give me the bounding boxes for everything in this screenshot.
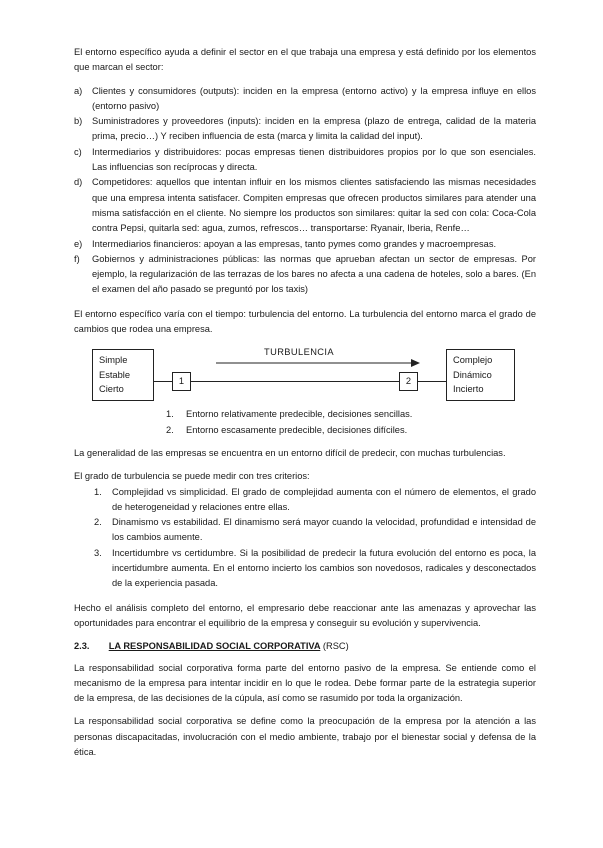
analysis-paragraph: Hecho el análisis completo del entorno, el empresario debe reaccionar ante las amenazas y aprovechar las oportunidades para encontrar el equilibrio de la empresa y conseguir su evolución y supervivencia. xyxy=(74,602,536,628)
document-page xyxy=(74,45,536,760)
generality-paragraph: La generalidad de las empresas se encuentra en un entorno difícil de predecir, con muchas turbulencias. xyxy=(74,447,506,458)
list-item: e) Intermediarios financieros: apoyan a las empresas, tanto pymes como grandes y macroempresas. xyxy=(74,238,497,249)
list-item: d) Competidores: aquellos que intentan influir en los mismos clientes satisfaciendo las mismas necesidades que una empresa intenta satisfacer. Compiten empresas que ofrecen productos similares para atender una misma satisfacción en el cliente. No siempre los productos son similares: quitar la sed con cola: Coca-Cola contra Pepsi, quitarla sed: agua, zumos, refrescos… transportarse: Ryanair, Iberia, Renfe… xyxy=(74,177,536,234)
list-item: 2. Dinamismo vs estabilidad. El dinamismo será mayor cuando la velocidad, profundidad e intensidad de los cambios aumente. xyxy=(94,517,536,543)
rsc-paragraph-1: La responsabilidad social corporativa forma parte del entorno pasivo de la empresa. Se entiende como el mecanismo de la empresa para intentar incidir en lo que le rodea. Debe formar parte de la estrategia superior de la empresa, de las decisiones de la cúpula, así como se rasumido por toda la organización. xyxy=(74,662,536,704)
states-list xyxy=(74,407,536,438)
sector-elements-list xyxy=(74,84,536,298)
criteria-intro: El grado de turbulencia se puede medir con tres criterios: xyxy=(74,471,310,482)
turbulence-paragraph: El entorno específico varía con el tiempo: turbulencia del entorno. La turbulencia del entorno marca el grado de cambios que rodea una empresa. xyxy=(74,308,536,335)
list-item: f) Gobiernos y administraciones públicas: las normas que aprueban afectan un sector de empresas. Por ejemplo, la regularización de las terrazas de los bares no afecta a una cadena de hoteles, solo a bares. (En el examen del año pasado se preguntó por los taxis) xyxy=(74,253,536,295)
list-item: b) Suministradores y proveedores (inputs): inciden en la empresa (plazo de entrega, calidad de la materia prima, precio…) Y reciben influencia de esta (marca y limita la calidad del input). xyxy=(74,116,536,142)
connector-line xyxy=(154,381,172,382)
list-item: c) Intermediarios y distribuidores: pocas empresas tienen distribuidores propios por lo que son esenciales. Las influencias son recíprocas y directa. xyxy=(74,146,536,173)
rsc-paragraph-2: La responsabilidad social corporativa se define como la preocupación de la empresa por la atención a las personas discapacitadas, involucración con el medio ambiente, trabajo por el bienestar social y defensa de la ética. xyxy=(74,716,536,757)
section-suffix: (RSC) xyxy=(322,641,349,652)
connector-line xyxy=(191,381,399,382)
simple-state-box: Simple Estable Cierto xyxy=(92,349,154,401)
node-1: 1 xyxy=(172,372,191,391)
section-title: LA RESPONSABILIDAD SOCIAL CORPORATIVA xyxy=(108,641,321,652)
intro-paragraph: El entorno específico ayuda a definir el sector en el que trabaja una empresa y está definido por los elementos que marcan el sector: xyxy=(74,47,536,73)
connector-line xyxy=(418,381,446,382)
turbulence-arrow xyxy=(214,358,424,368)
list-item: 3. Incertidumbre vs certidumbre. Si la posibilidad de predecir la futura evolución del entorno es poca, la incertidumbre aumenta. En el entorno incierto los cambios son novedosos, radicales y desconectados de la experiencia pasada. xyxy=(94,547,536,589)
arrow-head xyxy=(411,359,420,367)
turbulence-label: TURBULENCIA xyxy=(264,347,335,358)
criteria-list xyxy=(74,485,536,592)
section-number: 2.3. xyxy=(74,641,90,652)
turbulence-diagram xyxy=(74,345,536,407)
complex-state-box: Complejo Dinámico Incierto xyxy=(446,349,515,401)
node-2: 2 xyxy=(399,372,418,391)
list-item: 2. Entorno escasamente predecible, decisiones difíciles. xyxy=(166,424,408,435)
list-item: 1. Complejidad vs simplicidad. El grado de complejidad aumenta con el número de elementos, el grado de heterogeneidad y relaciones entre ellas. xyxy=(94,486,536,512)
list-item: 1. Entorno relativamente predecible, decisiones sencillas. xyxy=(166,409,413,420)
section-heading xyxy=(74,639,536,654)
list-item: a) Clientes y consumidores (outputs): inciden en la empresa (entorno activo) y la empresa influye en ellos (entorno pasivo) xyxy=(74,85,536,111)
